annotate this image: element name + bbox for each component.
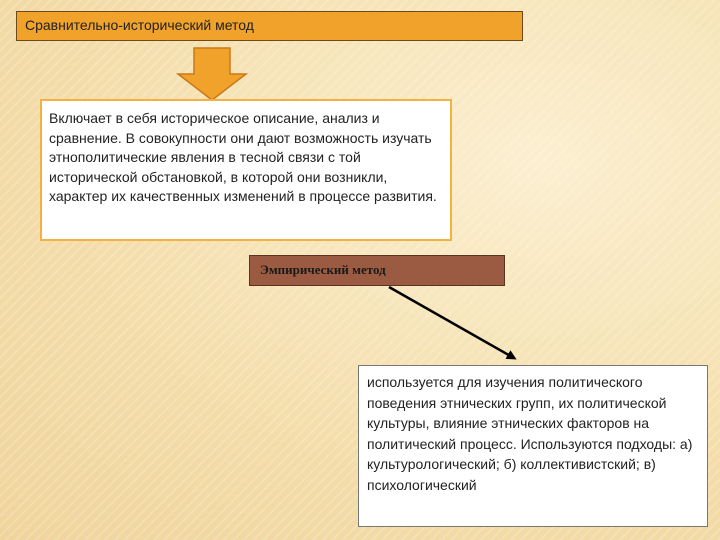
down-arrow-icon xyxy=(178,48,246,100)
empirical-method-description xyxy=(358,365,708,527)
empirical-method-box xyxy=(249,255,505,286)
empirical-method-label: Эмпирический метод xyxy=(260,262,386,277)
block2-text: используется для изучения политического поведения этнических групп, их политической культуры, влияние этнических факторов на политический процесс. Используются подходы: а) культурологический; б) коллективистский; в) психологический xyxy=(367,374,693,493)
diagonal-arrow xyxy=(389,287,514,358)
block1-text: Включает в себя историческое описание, анализ и сравнение. В совокупности они дают возможность изучать этнополитические явления в тесной связи с той исторической обстановкой, в которой они возникли, характер их качественных изменений в процессе развития. xyxy=(49,110,437,204)
historical-method-description xyxy=(40,99,452,241)
title-text: Сравнительно-исторический метод xyxy=(25,17,254,33)
